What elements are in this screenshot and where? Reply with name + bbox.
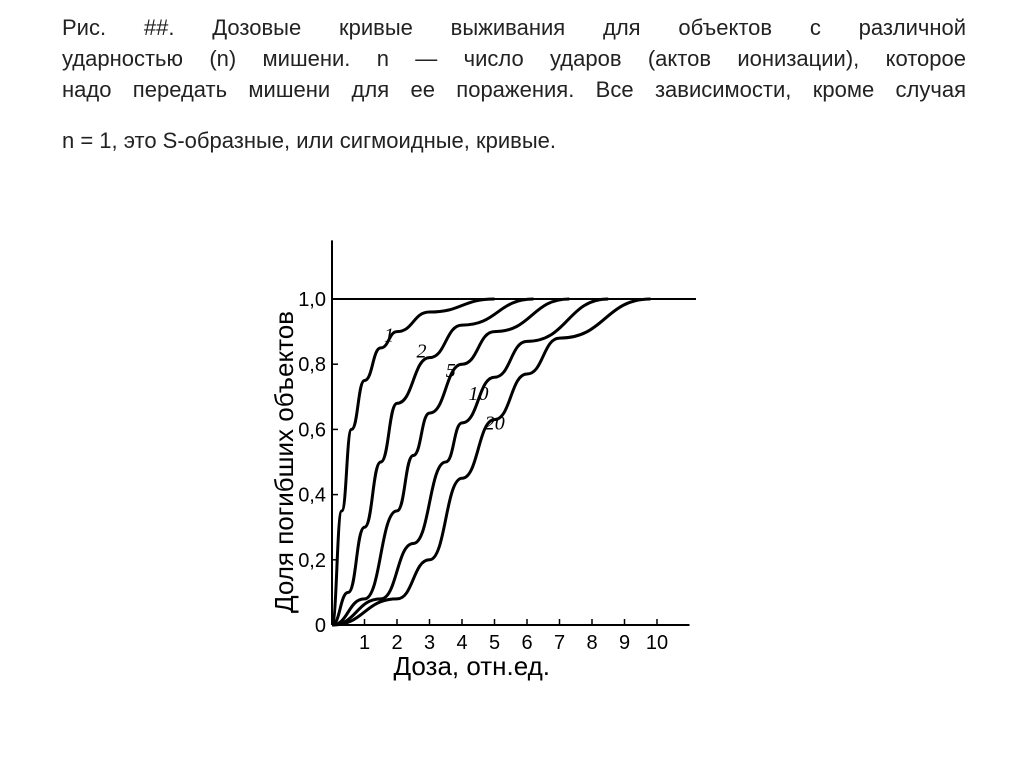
curve-label: 1: [384, 324, 394, 347]
x-tick-label: 5: [488, 632, 501, 654]
x-tick-label: 8: [586, 632, 598, 654]
x-tick-label: 2: [391, 632, 403, 654]
y-tick-label: 0,4: [298, 484, 326, 507]
y-tick-label: 0,6: [298, 419, 326, 442]
curve-n-2: [332, 299, 534, 625]
curve-label: 2: [416, 340, 427, 363]
caption-line: n = 1, это S-образные, или сигмоидные, кривые.: [62, 128, 557, 153]
caption-line: надо передать мишени для ее поражения. Все зависимости, кроме случая: [62, 77, 966, 102]
x-tick-label: 3: [423, 632, 436, 654]
x-axis-title: Доза, отн.ед.: [393, 651, 551, 681]
curve-n-5: [332, 299, 569, 625]
y-tick-label: 1,0: [298, 289, 326, 311]
x-tick-label: 9: [618, 632, 631, 654]
y-tick-label: 0,8: [298, 354, 326, 377]
y-axis-title: Доля погибших объектов: [269, 310, 299, 614]
curve-label: 10: [468, 383, 489, 406]
curve-label: 20: [484, 412, 505, 435]
x-tick-label: 7: [553, 632, 566, 654]
y-tick-label: 0,2: [298, 549, 326, 572]
curve-n-10: [332, 299, 608, 625]
caption-line: Рис. ##. Дозовые кривые выживания для объектов с различной: [62, 15, 966, 40]
x-tick-label: 6: [521, 632, 533, 654]
x-tick-label: 10: [645, 632, 669, 654]
curve-label: 5: [445, 360, 456, 383]
caption-line: ударностью (n) мишени. n — число ударов (актов ионизации), которое: [62, 46, 966, 71]
x-tick-label: 4: [456, 632, 468, 654]
y-tick-label: 0: [314, 615, 326, 637]
x-tick-label: 1: [358, 632, 371, 654]
